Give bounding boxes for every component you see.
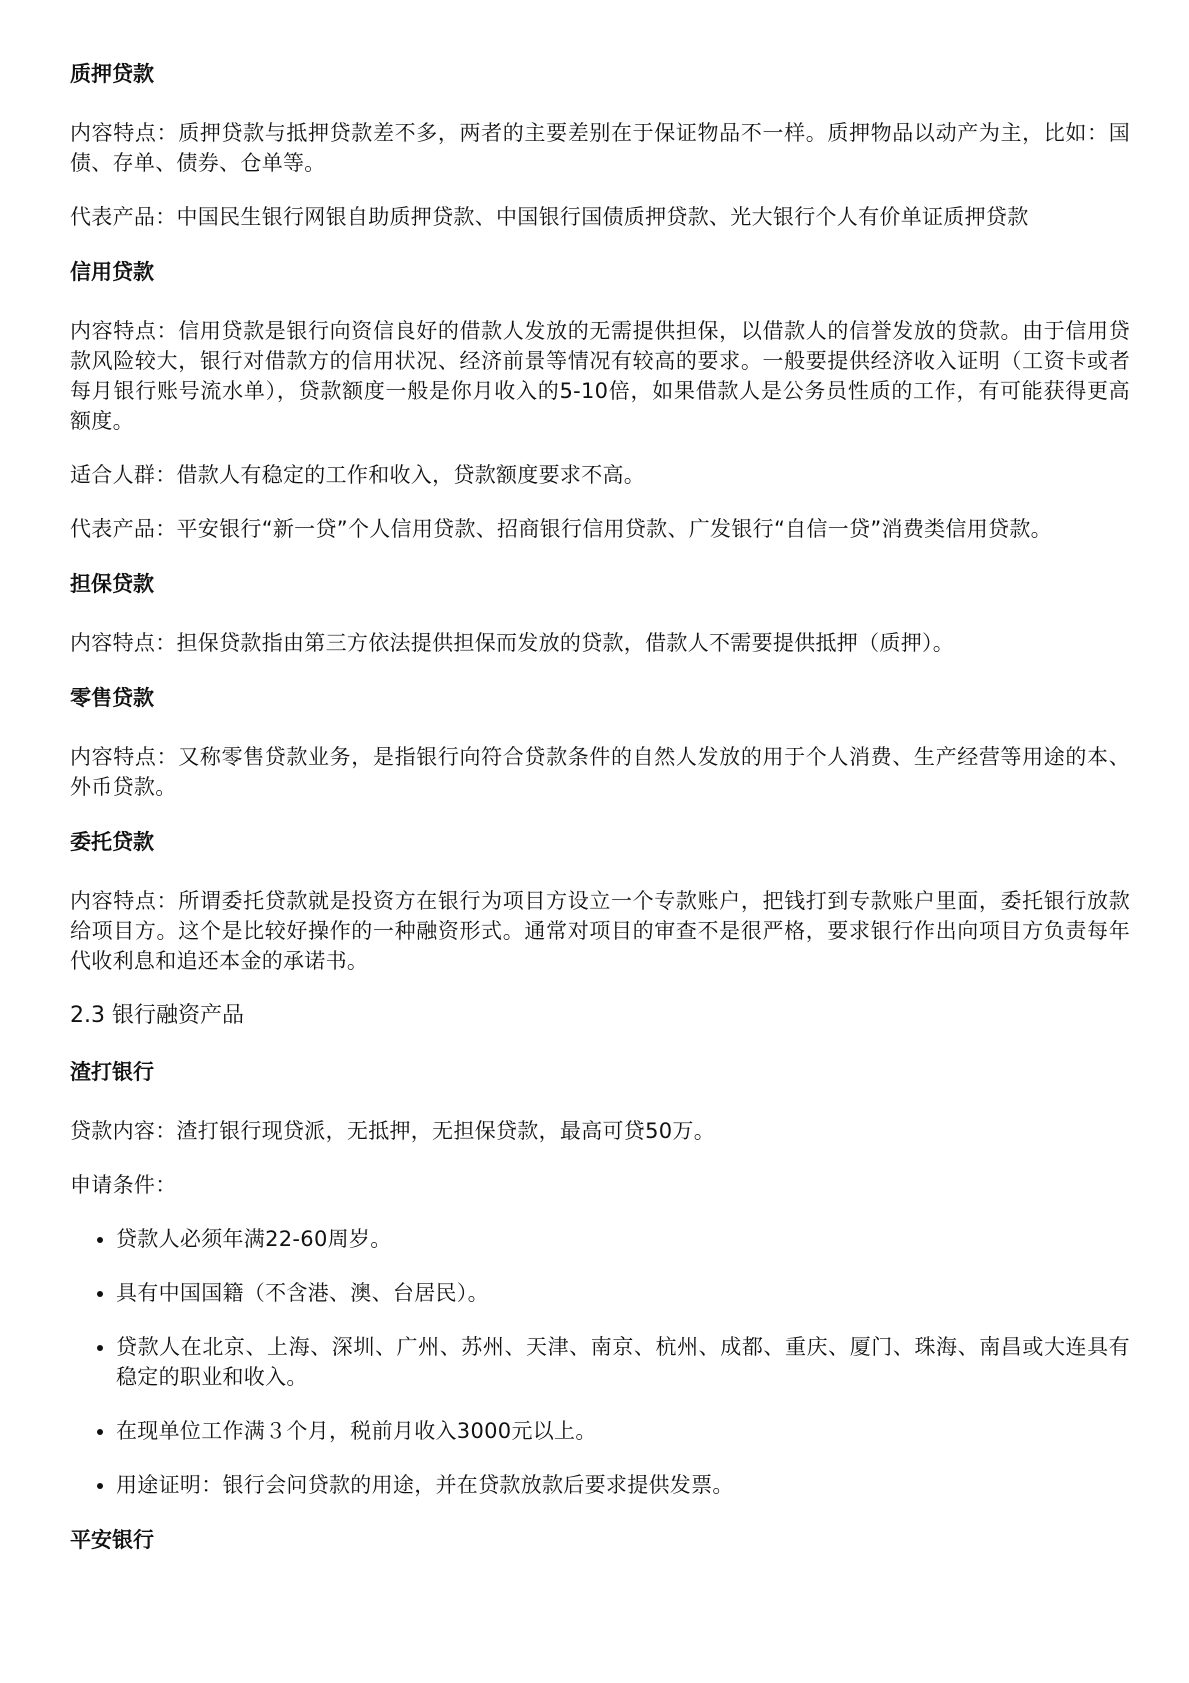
pledge-products: 代表产品：中国民生银行网银自助质押贷款、中国银行国债质押贷款、光大银行个人有价单证质押贷款 (70, 205, 1029, 229)
heading-pledge-loan: 质押贷款 (70, 62, 154, 86)
list-item: • 贷款人必须年满22-60周岁。 (116, 1224, 1130, 1254)
heading-ping-an: 平安银行 (70, 1528, 154, 1552)
credit-features: 内容特点：信用贷款是银行向资信良好的借款人发放的无需提供担保，以借款人的信誉发放的贷款。由于信用贷款风险较大，银行对借款方的信用状况、经济前景等情况有较高的要求。一般要提供经济收入证明（工资卡或者每月银行账号流水单），贷款额度一般是你月收入的5-10倍，如果借款人是公务员性质的工作，有可能获得更高额度。 (70, 319, 1130, 433)
credit-suitable: 适合人群：借款人有稳定的工作和收入，贷款额度要求不高。 (70, 463, 646, 487)
heading-retail-loan: 零售贷款 (70, 686, 154, 710)
heading-entrusted-loan: 委托贷款 (70, 830, 154, 854)
section-title-bank-products: 2.3 银行融资产品 (70, 1003, 244, 1028)
credit-products: 代表产品：平安银行“新一贷”个人信用贷款、招商银行信用贷款、广发银行“自信一贷”消费类信用贷款。 (70, 517, 1052, 541)
guarantee-features: 内容特点：担保贷款指由第三方依法提供担保而发放的贷款，借款人不需要提供抵押（质押）。 (70, 631, 955, 655)
list-item: • 用途证明：银行会问贷款的用途，并在贷款放款后要求提供发票。 (116, 1470, 1130, 1500)
document-page (70, 58, 1130, 1584)
list-item: • 贷款人在北京、上海、深圳、广州、苏州、天津、南京、杭州、成都、重庆、厦门、珠海、南昌或大连具有稳定的职业和收入。 (116, 1332, 1130, 1392)
sc-loan-content: 贷款内容：渣打银行现贷派，无抵押，无担保贷款，最高可贷50万。 (70, 1119, 716, 1143)
retail-features: 内容特点：又称零售贷款业务，是指银行向符合贷款条件的自然人发放的用于个人消费、生产经营等用途的本、外币贷款。 (70, 745, 1130, 799)
list-item: • 在现单位工作满３个月，税前月收入3000元以上。 (116, 1416, 1130, 1446)
heading-guarantee-loan: 担保贷款 (70, 572, 154, 596)
entrusted-features: 内容特点：所谓委托贷款就是投资方在银行为项目方设立一个专款账户，把钱打到专款账户里面，委托银行放款给项目方。这个是比较好操作的一种融资形式。通常对项目的审查不是很严格，要求银行作出向项目方负责每年代收利息和追还本金的承诺书。 (70, 889, 1130, 973)
sc-conditions-list (70, 1224, 1130, 1500)
heading-credit-loan: 信用贷款 (70, 260, 154, 284)
pledge-features: 内容特点：质押贷款与抵押贷款差不多，两者的主要差别在于保证物品不一样。质押物品以动产为主，比如：国债、存单、债券、仓单等。 (70, 121, 1130, 175)
heading-standard-chartered: 渣打银行 (70, 1060, 154, 1084)
list-item: • 具有中国国籍（不含港、澳、台居民）。 (116, 1278, 1130, 1308)
sc-conditions-label: 申请条件： (70, 1173, 177, 1197)
